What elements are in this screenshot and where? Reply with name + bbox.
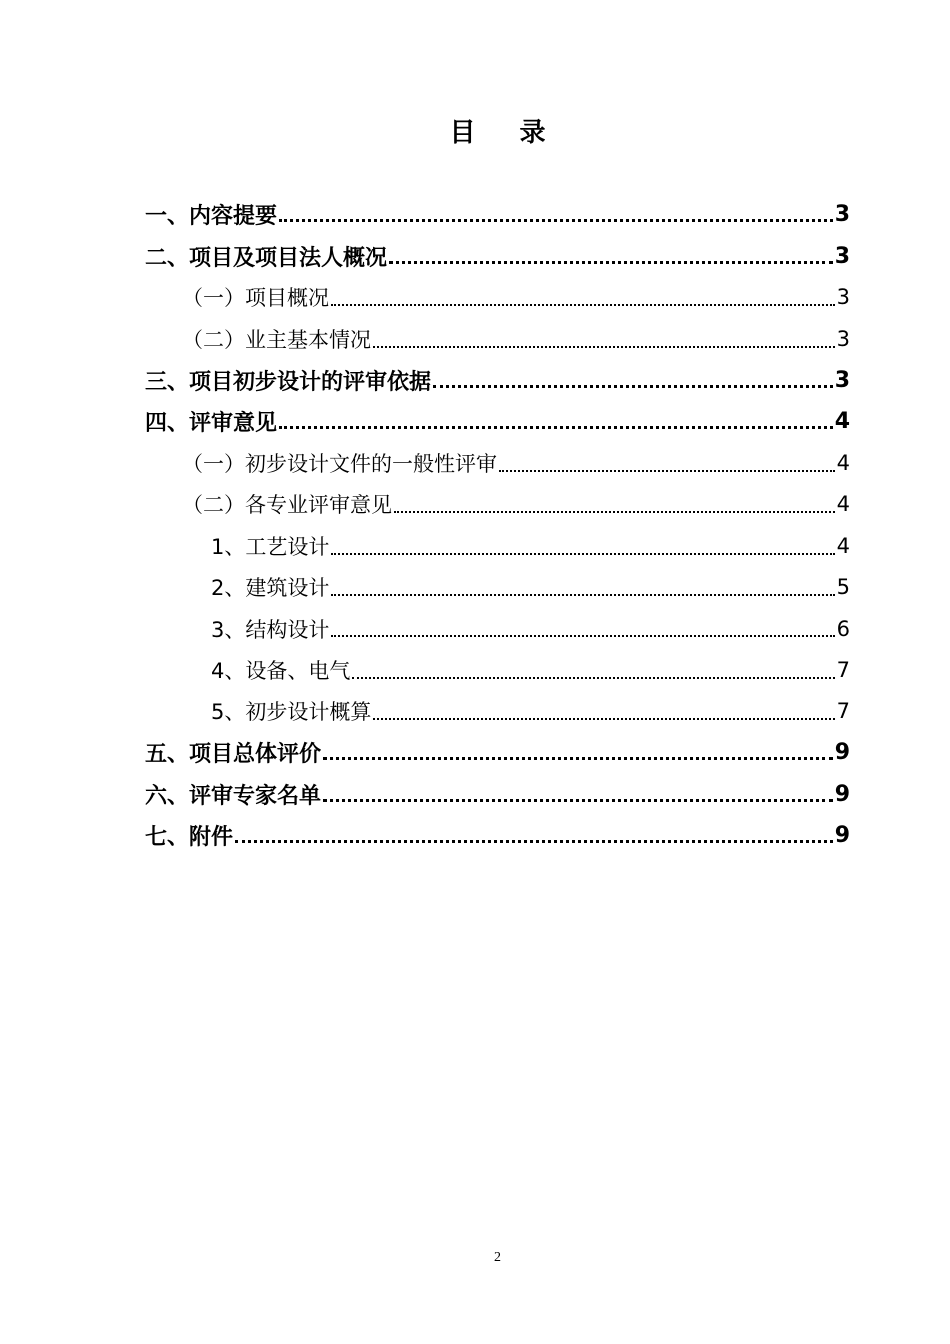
toc-dot-leader [279,426,833,429]
toc-entry-page: 4 [836,533,850,558]
toc-dot-leader [373,718,834,720]
toc-entry-page: 5 [836,575,850,600]
toc-dot-leader [235,840,833,843]
toc-entry-page: 9 [834,781,850,807]
page-number: 2 [494,1250,501,1265]
toc-entry[interactable] [145,649,850,690]
toc-entry-text: （一）初步设计文件的一般性评审 [182,452,497,477]
toc-title-part2: 录 [519,118,546,148]
toc-entry-page: 9 [834,823,850,849]
toc-entry-page: 7 [836,699,850,724]
toc-entry-text: 3、结构设计 [211,617,330,642]
toc-entry-text: 4、设备、电气 [211,658,351,683]
toc-entry-text: 一、内容提要 [145,204,278,230]
table-of-contents [145,194,850,856]
toc-entry-page: 3 [834,243,850,269]
toc-entry-text: 2、建筑设计 [211,576,330,601]
toc-entry[interactable] [145,194,850,235]
toc-entry-page: 3 [834,202,850,228]
toc-entry-page: 9 [834,740,850,766]
toc-title [0,112,950,149]
toc-entry[interactable] [145,608,850,649]
toc-dot-leader [323,799,833,802]
toc-entry-page: 7 [836,657,850,682]
toc-entry-page: 4 [836,492,850,517]
toc-dot-leader [394,511,835,513]
toc-dot-leader [389,261,833,264]
toc-dot-leader [373,346,835,348]
toc-entry-page: 6 [836,616,850,641]
toc-entry[interactable] [145,442,850,483]
toc-entry[interactable] [145,567,850,608]
toc-dot-leader [323,757,833,760]
toc-entry-page: 4 [836,451,850,476]
toc-entry[interactable] [145,484,850,525]
toc-entry-text: （二）各专业评审意见 [182,493,392,518]
toc-entry[interactable] [145,525,850,566]
toc-entry-text: 5、初步设计概算 [211,700,372,725]
toc-entry-text: 二、项目及项目法人概况 [145,245,388,271]
toc-entry-text: （二）业主基本情况 [182,327,371,352]
toc-entry[interactable] [145,277,850,318]
toc-entry-page: 3 [834,367,850,393]
toc-dot-leader [433,385,833,388]
toc-entry-text: 三、项目初步设计的评审依据 [145,369,432,395]
toc-dot-leader [331,635,834,637]
toc-entry[interactable] [145,732,850,773]
toc-entry-text: 六、评审专家名单 [145,783,322,809]
toc-dot-leader [279,219,833,222]
toc-entry-text: 四、评审意见 [145,411,278,437]
toc-entry[interactable] [145,773,850,814]
toc-dot-leader [331,594,834,596]
toc-entry[interactable] [145,691,850,732]
toc-entry[interactable] [145,360,850,401]
toc-entry-text: （一）项目概况 [182,286,329,311]
toc-entry-page: 3 [836,326,850,351]
toc-dot-leader [331,553,834,555]
toc-entry-page: 4 [834,409,850,435]
toc-entry[interactable] [145,401,850,442]
toc-entry-text: 五、项目总体评价 [145,742,322,768]
toc-title-part1: 目 [449,118,476,148]
toc-dot-leader [352,677,834,679]
toc-entry-page: 3 [836,285,850,310]
toc-entry-text: 七、附件 [145,825,234,851]
toc-entry[interactable] [145,235,850,276]
toc-entry-text: 1、工艺设计 [211,534,330,559]
toc-entry[interactable] [145,815,850,856]
toc-dot-leader [331,304,835,306]
toc-entry[interactable] [145,318,850,359]
toc-dot-leader [499,470,835,472]
